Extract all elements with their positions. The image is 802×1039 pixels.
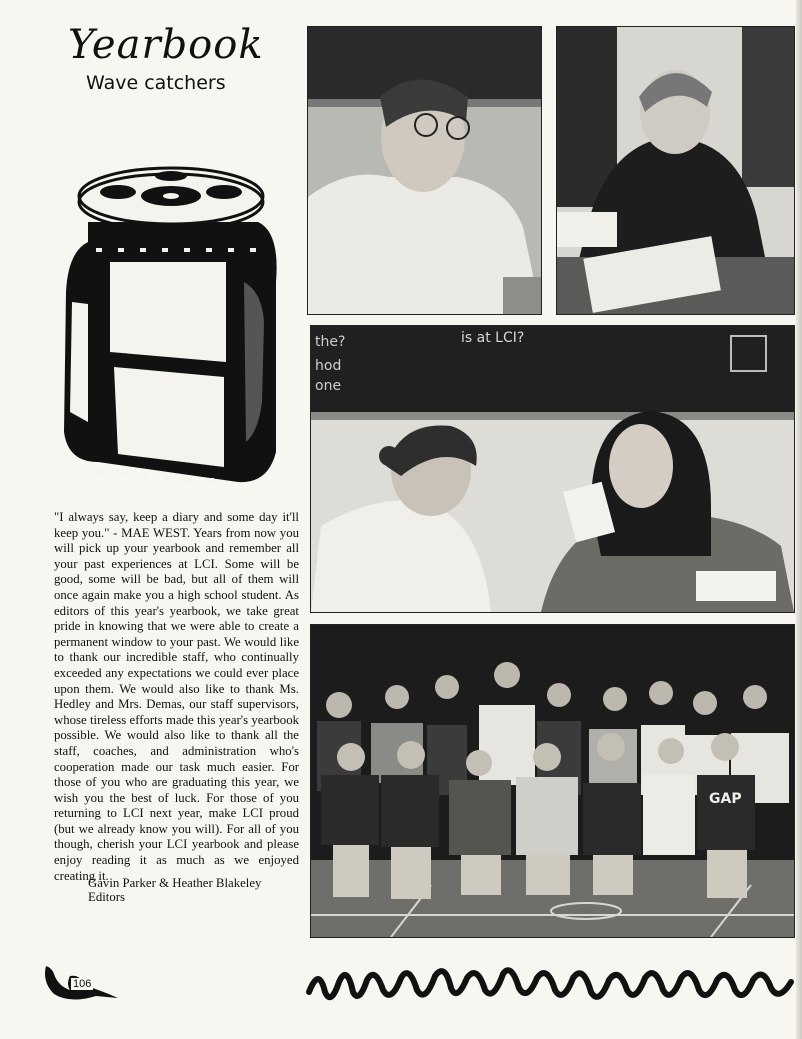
board-word-1: the? [315,334,346,350]
signature-role: Editors [88,890,125,904]
chalkboard-text: is at LCI? [461,330,525,346]
sweatshirt-text: GAP [709,791,742,807]
page-title: Yearbook [68,22,264,68]
editors-message: "I always say, keep a diary and some day it'll keep you." - MAE WEST. Years from now you will pick up your yearbook and remember all your past experiences at LCI. Some will be good, some will be bad, but all of them will once again make you a high school student. As editors of this year's yearbook, we take great pride in knowing that we were able to create a permanent window to your past. We would like to thank our incredible staff, who continually exceeded any expectations we could ever place upon them. We would also like to thank Ms. Hedley and Mrs. Demas, our staff supervisors, whose tireless efforts made this year's yearbook possible. We would also like to thank all the staff, coaches, and administration who's cooperation made our task much easier. For those of you who are graduating this year, we wish you the best of luck. For those of you returning to LCI next year, make LCI proud (but we already know you will). For all of you though, cherish your LCI yearbook and please enjoy reading it as much as we enjoyed creating it. [54,510,299,883]
signature [88,876,318,904]
page-number: 106 [73,978,92,990]
squiggle-decoration [305,962,795,1010]
signature-names: Gavin Parker & Heather Blakeley [88,876,262,890]
film-reel-icon [58,162,284,492]
photo-girl-at-desk [556,26,795,315]
page-subtitle: Wave catchers [86,72,226,94]
photo-chalkboard-girls [310,325,795,613]
photo-boy-with-glasses [307,26,542,315]
photo-yearbook-staff-group [310,624,795,938]
page-edge [796,0,802,1039]
board-word-3: one [315,378,342,394]
board-word-2: hod [315,358,342,374]
